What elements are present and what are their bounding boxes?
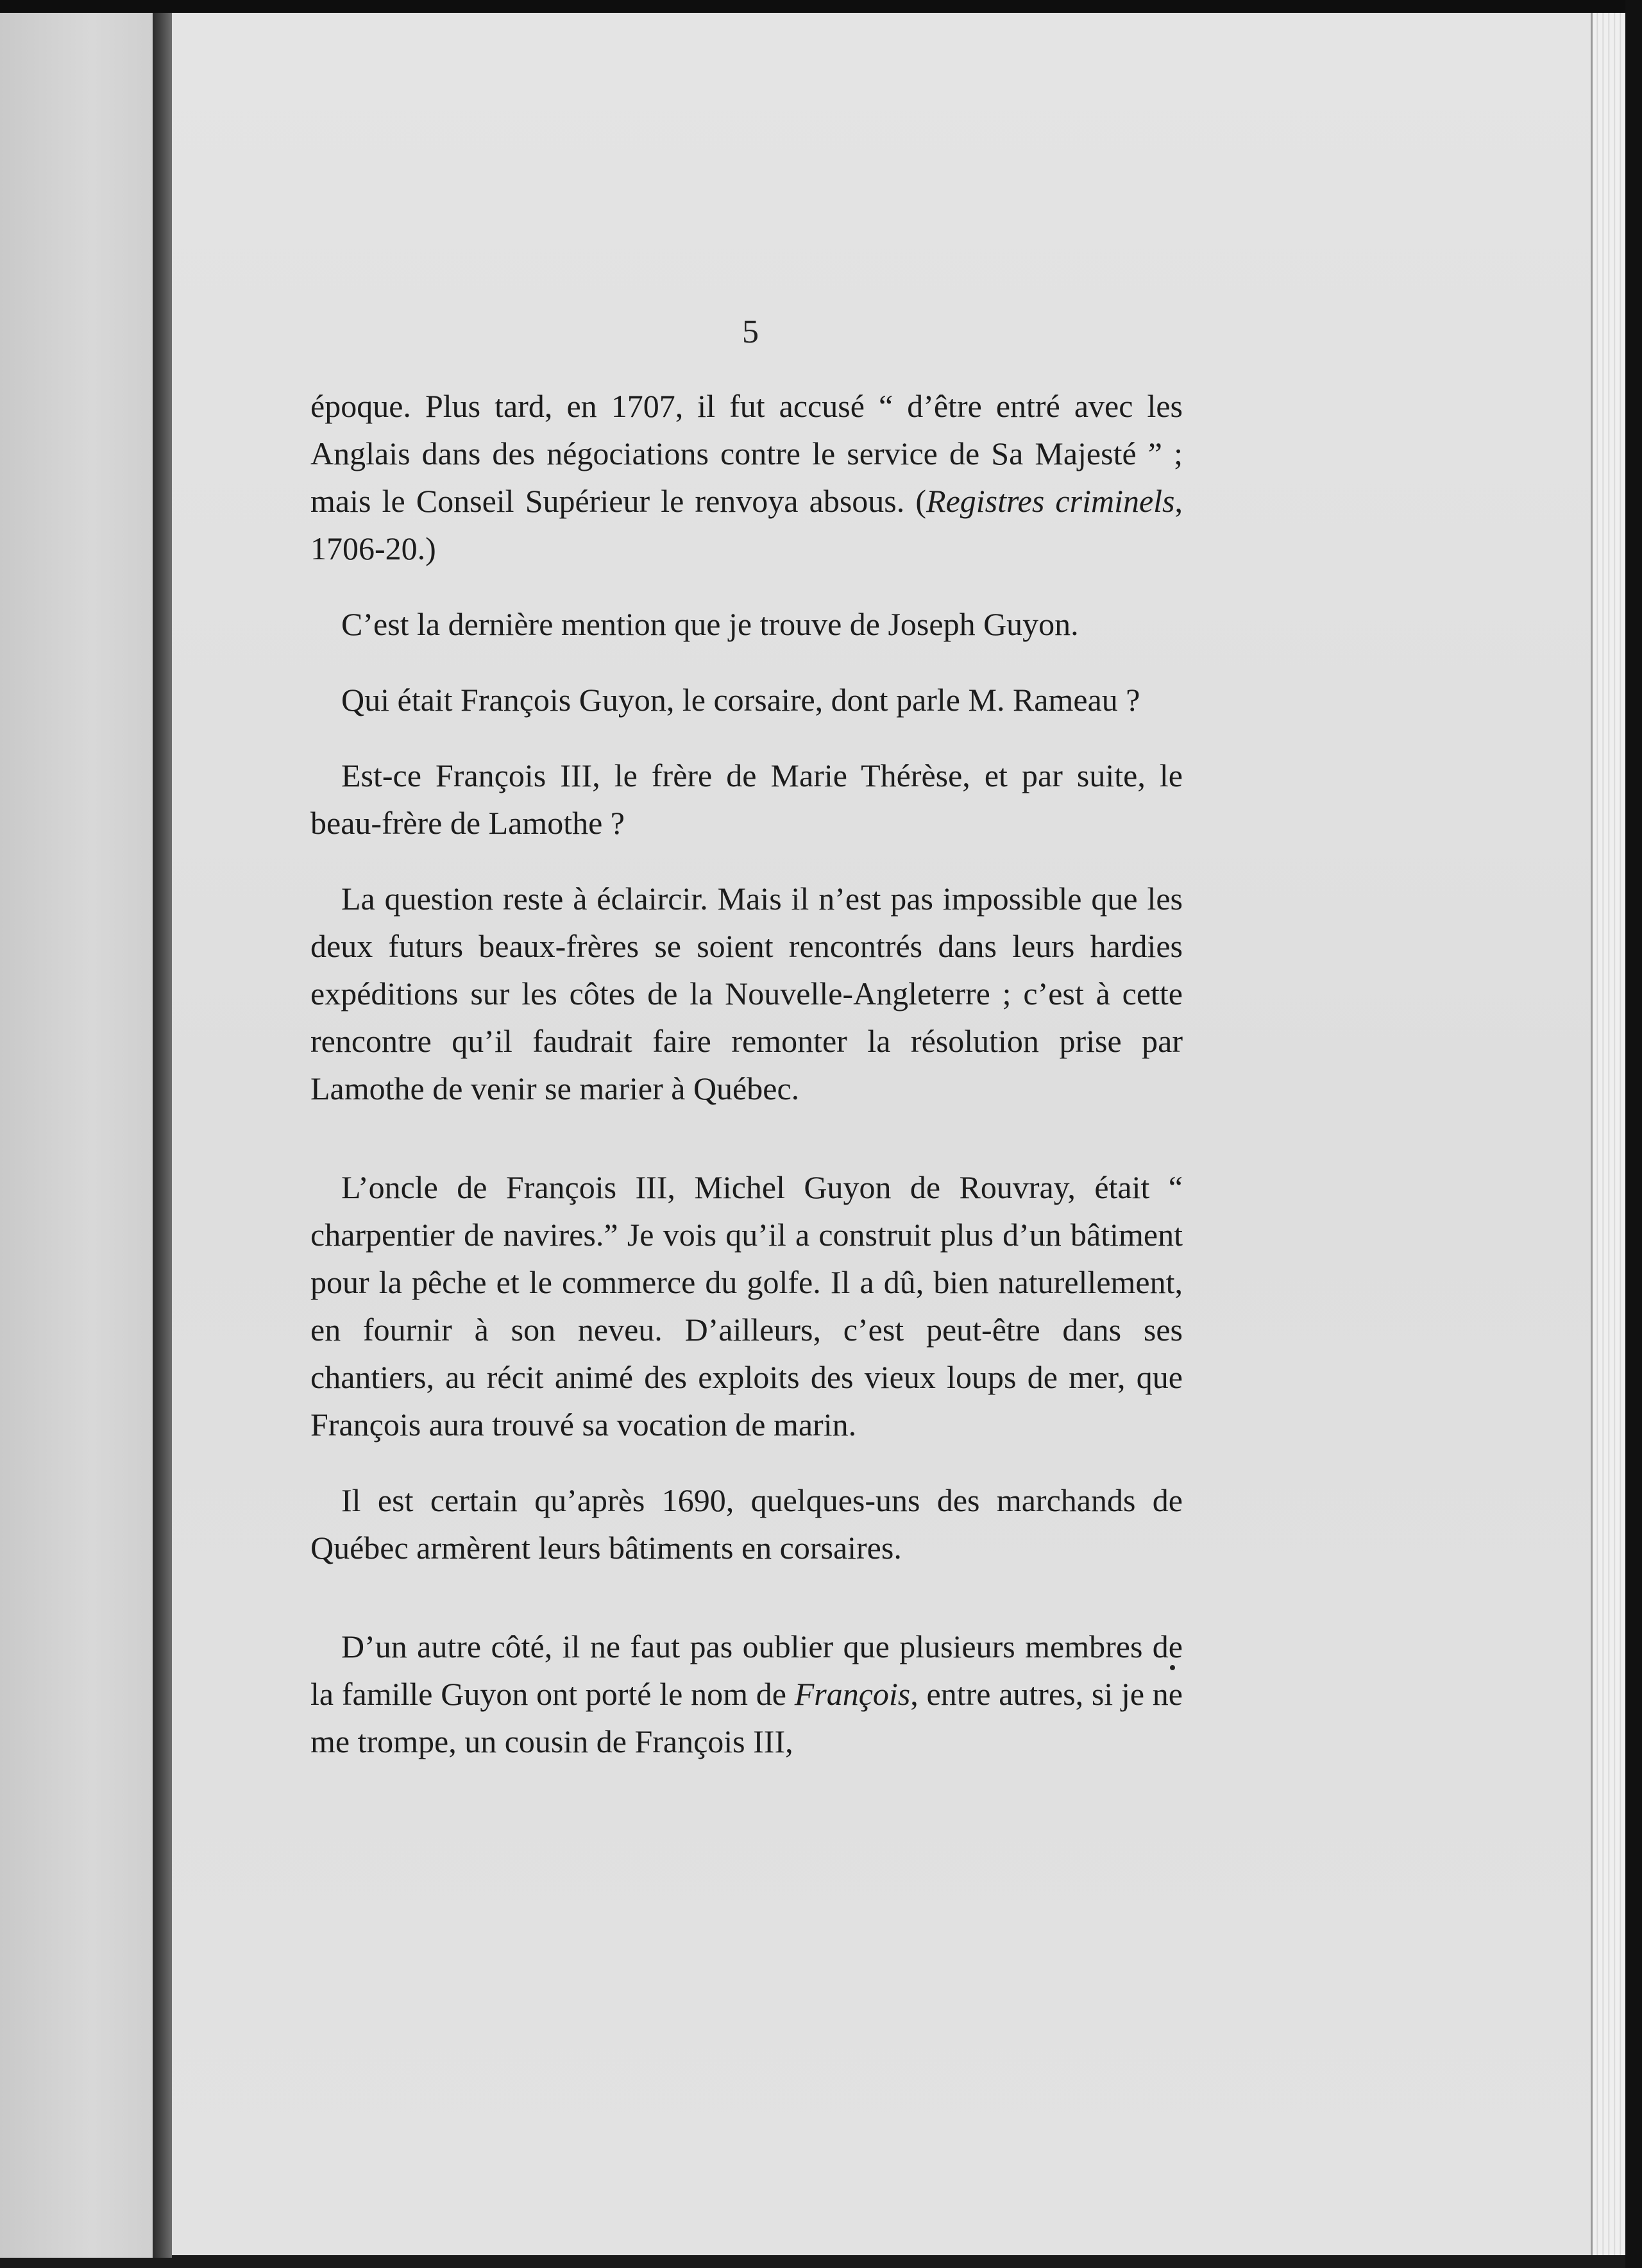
paragraph-3: Qui était François Guyon, le corsaire, dont parle M. Rameau ? [341,682,1140,718]
scan-right-border [1625,0,1642,2268]
paragraph-1 [310,382,1183,572]
paragraph-1-text-b: , 1706-20.) [310,483,1183,566]
page-body-text [310,382,1183,1765]
ink-speck [1170,1665,1175,1670]
scan-top-border [0,0,1642,14]
paragraph-5: La question reste à éclaircir. Mais il n’est pas impossible que les deux futurs beaux-frères se soient rencontrés dans leurs hardies expéditions sur les côtes de la Nouvelle-Angleterre ; c’est à cette rencontre qu’il faudrait faire remonter la résolution prise par Lamothe de venir se marier à Québec. [310,881,1183,1106]
paragraph-8-text-a: D’un autre côté, il ne faut pas oublier que plusieurs membres de la famille Guyon ont porté le nom de [310,1629,1183,1712]
book-gutter [153,13,172,2258]
paragraph-8-italic: François [794,1676,911,1712]
paragraph-8 [310,1623,1183,1765]
paragraph-1-text-a: époque. Plus tard, en 1707, il fut accusé “ d’être entré avec les Anglais dans des négociations contre le service de Sa Majesté ” ; mais le Conseil Supérieur le renvoya absous. ( [310,388,1183,519]
facing-page-margin [0,13,153,2258]
paragraph-8-text-b: , entre autres, si je ne me trompe, un cousin de François III, [310,1676,1183,1759]
paragraph-1-italic: Registres criminels [926,483,1175,519]
paragraph-6: L’oncle de François III, Michel Guyon de Rouvray, était “ charpentier de navires.” Je vois qu’il a construit plus d’un bâtiment pour la pêche et le commerce du golfe. Il a dû, bien naturellement, en fournir à son neveu. D’ailleurs, c’est peut-être dans ses chantiers, au récit animé des exploits des vieux loups de mer, que François aura trouvé sa vocation de marin. [310,1169,1183,1443]
page-number: 5 [742,314,759,350]
paragraph-2: C’est la dernière mention que je trouve de Joseph Guyon. [341,606,1079,642]
paragraph-4: Est-ce François III, le frère de Marie Thérèse, et par suite, le beau-frère de Lamothe ? [310,757,1183,841]
paragraph-7: Il est certain qu’après 1690, quelques-uns des marchands de Québec armèrent leurs bâtiments en corsaires. [310,1482,1183,1566]
page-edges [1591,13,1627,2255]
